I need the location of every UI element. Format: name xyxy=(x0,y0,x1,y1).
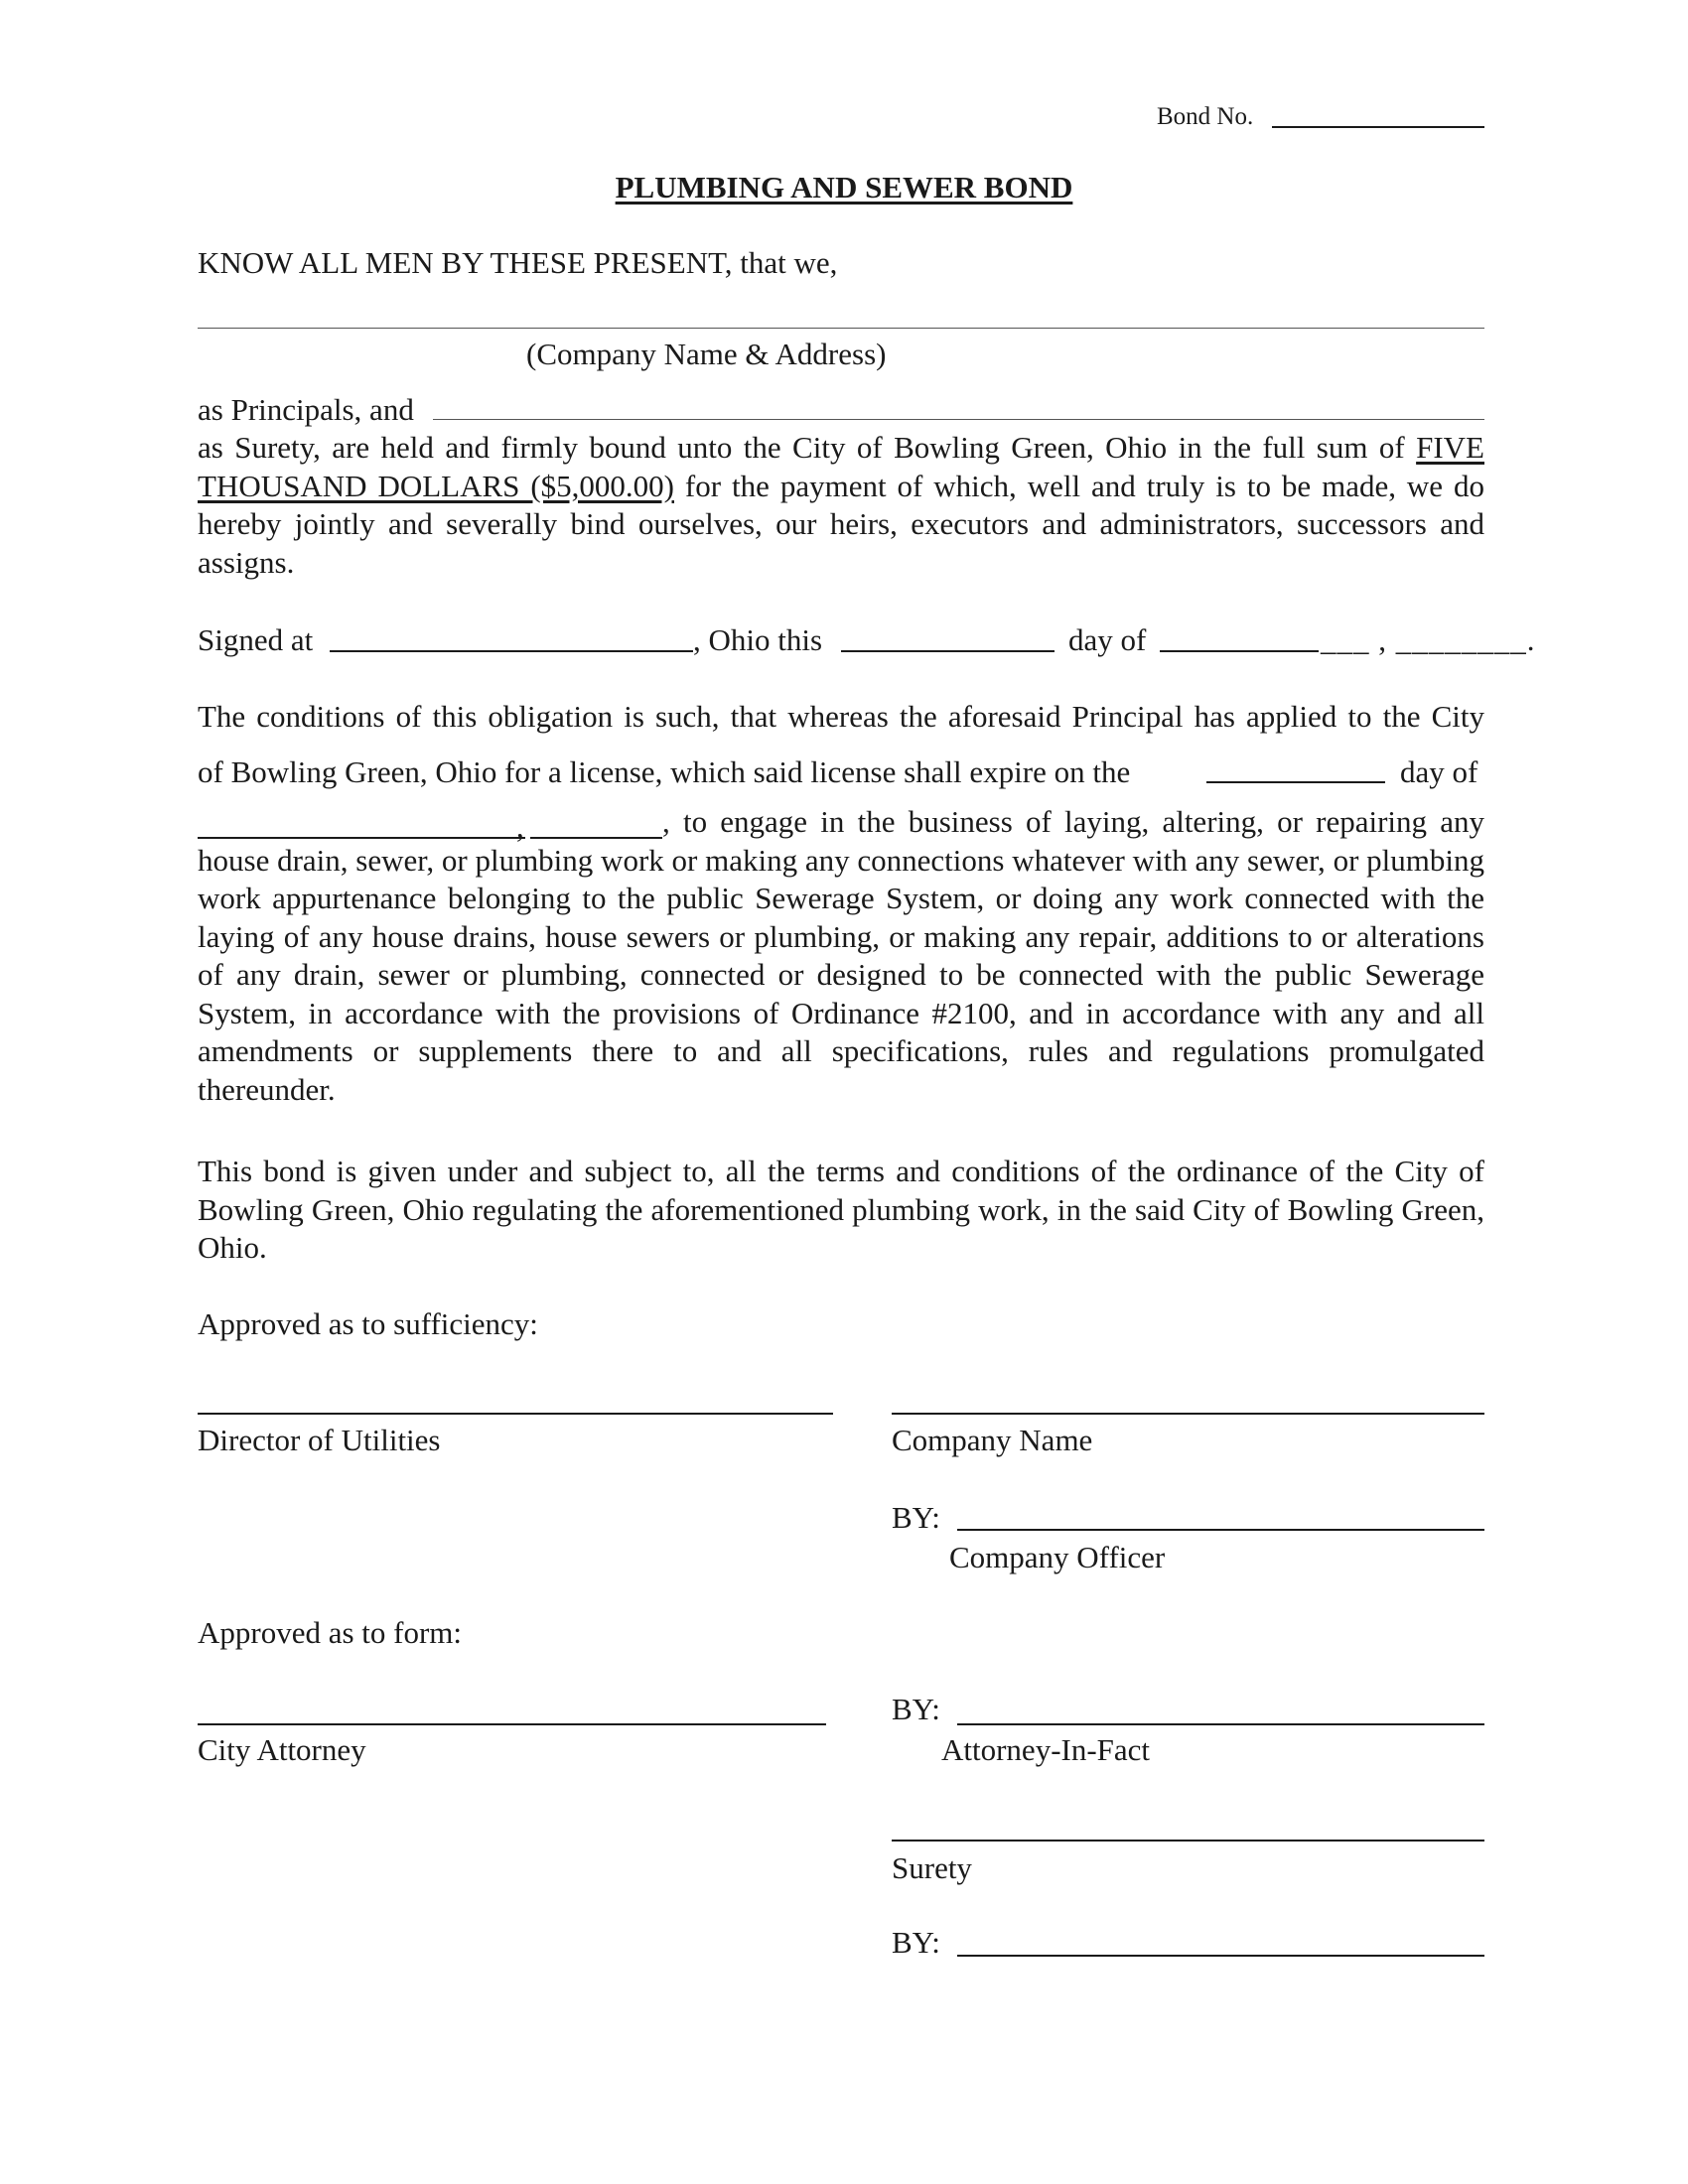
month-field[interactable] xyxy=(1160,650,1319,652)
company-caption: (Company Name & Address) xyxy=(526,337,887,371)
principals-label: as Principals, and xyxy=(198,392,414,427)
by-label-surety: BY: xyxy=(892,1925,940,1960)
company-name-label: Company Name xyxy=(892,1423,1093,1457)
day-of-label: day of xyxy=(1068,622,1147,657)
conditions-line-2: of Bowling Green, Ohio for a license, which said license shall expire on the xyxy=(198,754,1131,789)
day-field[interactable] xyxy=(841,650,1055,652)
surety-paragraph xyxy=(198,429,1484,582)
by-label-attorney: BY: xyxy=(892,1692,940,1726)
signed-at-label: Signed at xyxy=(198,622,314,657)
surety-signature-line[interactable] xyxy=(892,1840,1484,1842)
approved-sufficiency-label: Approved as to sufficiency: xyxy=(198,1306,538,1341)
by-label-officer: BY: xyxy=(892,1500,940,1535)
ohio-this-label: , Ohio this xyxy=(693,622,823,657)
license-expire-comma: , xyxy=(516,809,524,844)
document-title: PLUMBING AND SEWER BOND xyxy=(615,170,1073,205)
company-officer-signature-line[interactable] xyxy=(957,1529,1484,1531)
company-name-address-field[interactable] xyxy=(198,328,1484,329)
bond-terms-paragraph: This bond is given under and subject to, all the terms and conditions of the ordinance of the City of Bowling Green, Ohio regulating the aforementioned plumbing work, in the said City of Bowling Green, Ohio. xyxy=(198,1154,1484,1265)
bond-no-field[interactable] xyxy=(1272,126,1484,128)
director-signature-line[interactable] xyxy=(198,1413,833,1415)
amount-words-1: FIVE xyxy=(1416,430,1484,465)
bond-no-label: Bond No. xyxy=(1157,103,1254,130)
conditions-day-of: day of xyxy=(1400,754,1478,789)
surety-rest: for the payment of which, well and truly is to be made, we do hereby jointly and severally bind ourselves, our heirs, executors and administrators, successors and assigns. xyxy=(198,468,1484,580)
approved-form-label: Approved as to form: xyxy=(198,1615,463,1650)
conditions-line-1: The conditions of this obligation is such, that whereas the aforesaid Principal has applied to the City xyxy=(198,699,1484,734)
attorney-in-fact-signature-line[interactable] xyxy=(957,1723,1484,1725)
surety-by-signature-line[interactable] xyxy=(957,1955,1484,1957)
surety-name-field[interactable] xyxy=(433,419,1484,420)
license-expire-day-field[interactable] xyxy=(1206,781,1385,783)
city-attorney-signature-line[interactable] xyxy=(198,1723,826,1725)
signed-at-field[interactable] xyxy=(330,650,693,652)
amount-words-2: THOUSAND DOLLARS ($5,000.00) xyxy=(198,468,674,503)
date-filler: ___ , ________. xyxy=(1321,622,1536,657)
city-attorney-label: City Attorney xyxy=(198,1732,366,1767)
company-name-signature-line[interactable] xyxy=(892,1413,1484,1415)
surety-lead: as Surety, are held and firmly bound unto the City of Bowling Green, Ohio in the full sum of xyxy=(198,430,1417,465)
surety-label: Surety xyxy=(892,1850,972,1885)
conditions-paragraph xyxy=(198,803,1484,1109)
company-officer-label: Company Officer xyxy=(949,1540,1166,1574)
conditions-rest: , to engage in the business of laying, altering, or repairing any house drain, sewer, or plumbing work or making any connections whatever with any sewer, or plumbing work appurtenance belonging to the public Sewerage System, or doing any work connected with the laying of any house drains, house sewers or plumbing, or making any repair, additions to or alterations of any drain, sewer or plumbing, connected or designed to be connected with the public Sewerage System, in accordance with the provisions of Ordinance #2100, and in accordance with any and all amendments or supplements there to and all specifications, rules and regulations promulgated thereunder. xyxy=(198,804,1484,1107)
intro-text: KNOW ALL MEN BY THESE PRESENT, that we, xyxy=(198,245,838,280)
attorney-in-fact-label: Attorney-In-Fact xyxy=(941,1732,1151,1767)
director-of-utilities-label: Director of Utilities xyxy=(198,1423,441,1457)
